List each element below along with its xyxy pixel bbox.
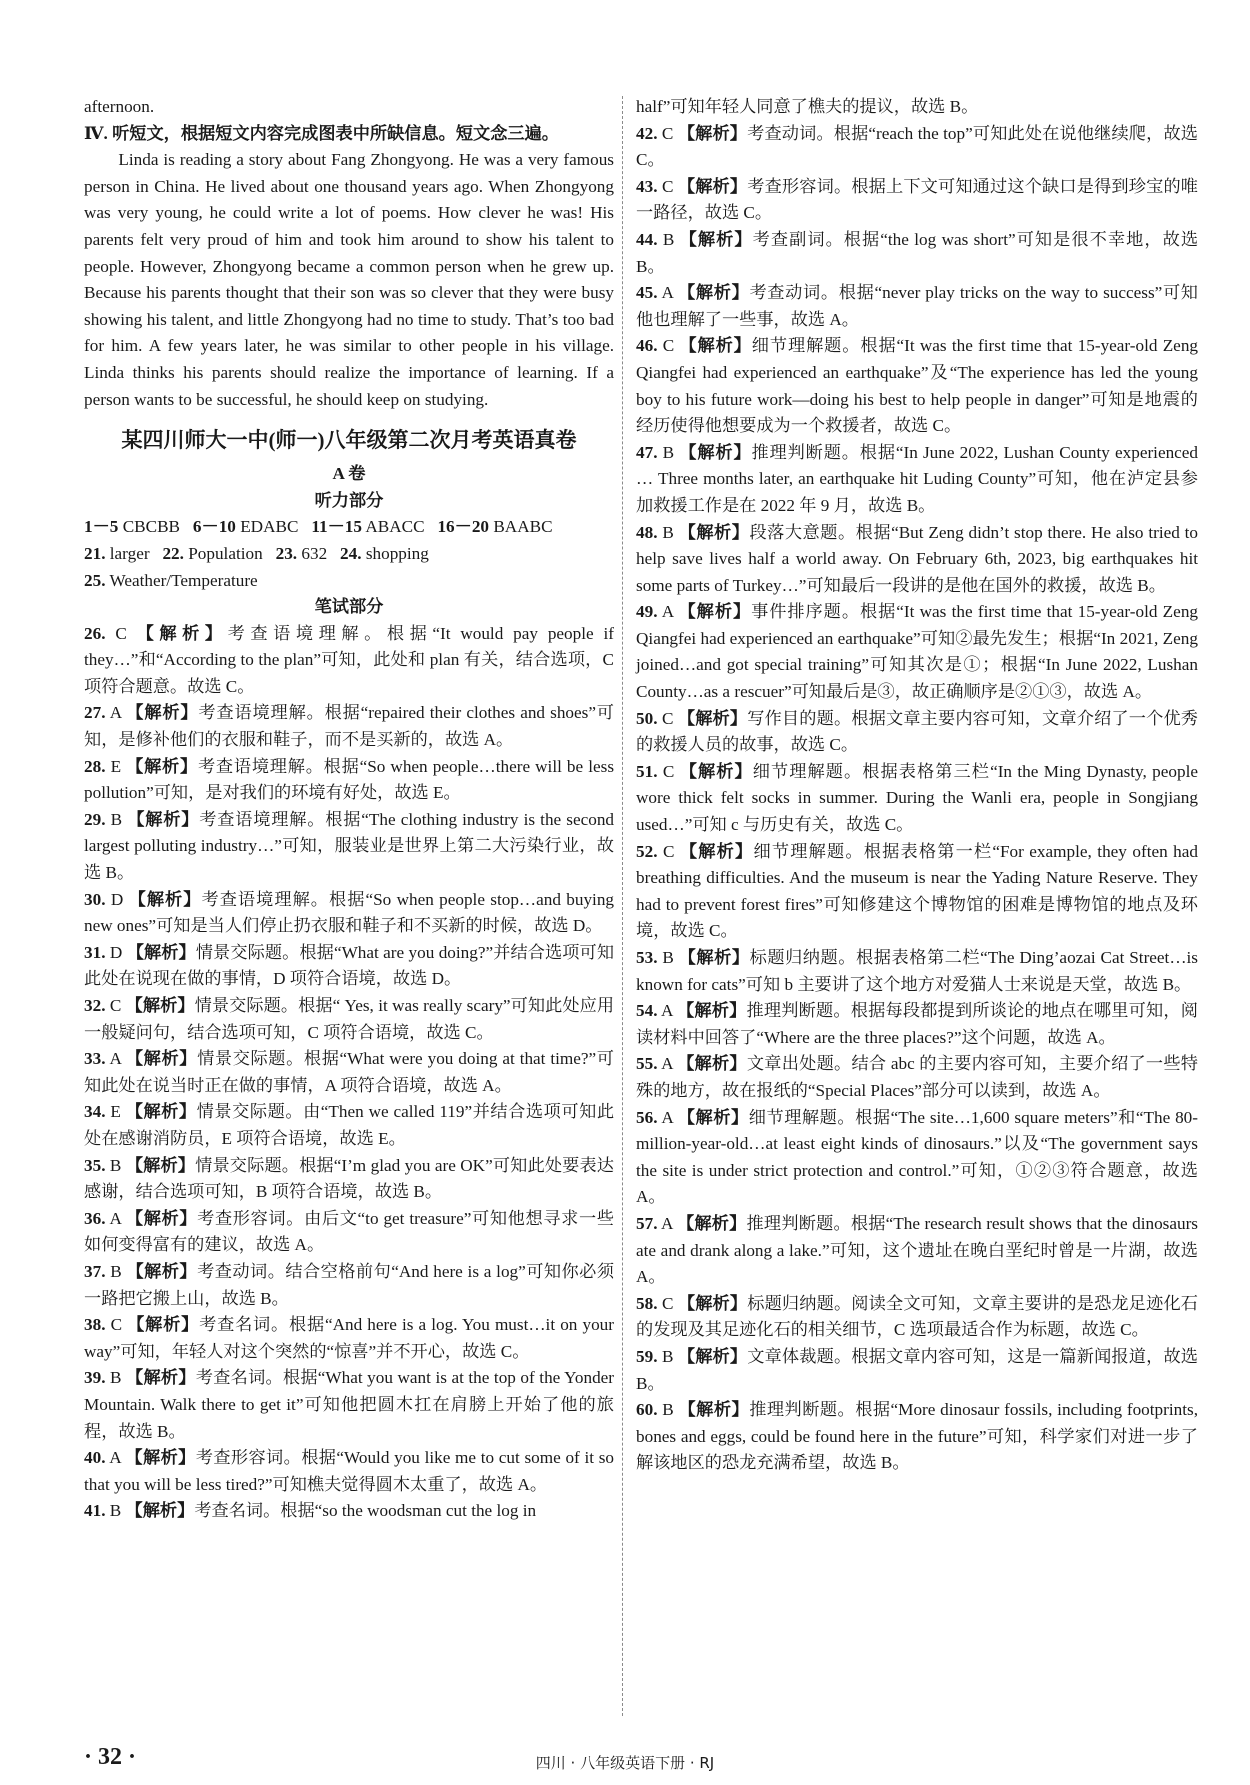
exam-title: 某四川师大一中(师一)八年级第二次月考英语真卷 — [121, 428, 577, 453]
answer-group: 1－5 CBCBB — [84, 517, 181, 537]
answer-item: 26. C 【解析】考查语境理解。根据“It would pay people if they…”和“According to the plan”可知，此处和 plan 有关，结合选项，C 项符合题意。故选 C。 — [84, 623, 614, 696]
answer-item: 57. A 【解析】推理判断题。根据“The research result shows that the dinosaurs ate and drank along a lake.”可知，这个遗址在晚白垩纪时曾是一片湖，故选 A。 — [636, 1213, 1198, 1287]
answer-item: 54. A 【解析】推理判断题。根据每段都提到所谈论的地点在哪里可知，阅读材料中回答了“Where are the three places?”这个问题，故选 A。 — [636, 1001, 1198, 1047]
left-column — [84, 94, 614, 1525]
answer-item: 43. C 【解析】考查形容词。根据上下文可知通过这个缺口是得到珍宝的唯一路径，故选 C。 — [636, 176, 1198, 223]
answer-group: 16－20 BAABC — [437, 517, 553, 537]
answer-item: 46. C 【解析】细节理解题。根据“It was the first time that 15-year-old Zeng Qiangfei had experienced an earthquake”及“The experience has led the young boy to his future work—doing his best to help people in danger”可知是地震的经历使得他想要成为一个救援者，故选 C。 — [636, 336, 1199, 436]
listening-passage: Linda is reading a story about Fang Zhongyong. He was a very famous person in China. He lived about one thousand years ago. When Zhongyong was very young, he could write a lot of poems. How clever he was! His parents felt very proud of him and took him around to show his talent to people. However, Zhongyong became a common person when he grew up. Because his parents thought that their son was so clever that they were busy showing his talent, and little Zhongyong had no time to study. That’s too bad for him. A few years later, he was similar to other people in his village. Linda thinks his parents should realize the importance of learning. If a person wants to be successful, he should keep on studying. — [84, 150, 614, 409]
left-answer-list — [84, 621, 614, 1525]
answer-item: 34. E 【解析】情景交际题。由“Then we called 119”并结合选项可知此处在感谢消防员，E 项符合语境，故选 E。 — [84, 1102, 615, 1148]
footer-text: 四川 · 八年级英语下册 · RJ — [535, 1754, 715, 1772]
answer-item: 49. A 【解析】事件排序题。根据“It was the first time that 15-year-old Zeng Qiangfei had experienced an earthquake”可知②最先发生；根据“In 2021, Zeng joined…and got special training”可知其次是①；根据“In June 2022, Lushan County…as a rescuer”可知最后是③，故正确顺序是②①③，故选 A。 — [636, 602, 1199, 702]
answer-item: 56. A 【解析】细节理解题。根据“The site…1,600 square meters”和“The 80-million-year-old…at least eight kinds of dinosaurs.”以及“The government says the site is under strict protection and control.”可知，①②③符合题意，故选 A。 — [636, 1107, 1198, 1207]
answer-item: 38. C 【解析】考查名词。根据“And here is a log. You must…it on your way”可知，年轻人对这个突然的“惊喜”并不开心，故选 C。 — [84, 1315, 614, 1361]
answer-item: 28. E 【解析】考查语境理解。根据“So when people…there will be less pollution”可知，是对我们的环境有好处，故选 E。 — [84, 756, 615, 803]
answer-item: 44. B 【解析】考查副词。根据“the log was short”可知是很不幸地，故选 B。 — [636, 229, 1199, 276]
answer-item: 39. B 【解析】考查名词。根据“What you want is at the top of the Yonder Mountain. Walk there to get it”可知他把圆木扛在肩膀上开始了他的旅程，故选 B。 — [84, 1368, 615, 1441]
written-part-heading: 笔试部分 — [314, 597, 384, 617]
page-number: · 32 · — [84, 1744, 137, 1770]
answer-item: 36. A 【解析】考查形容词。由后文“to get treasure”可知他想寻求一些如何变得富有的建议，故选 A。 — [84, 1208, 614, 1255]
answer-item: 60. B 【解析】推理判断题。根据“More dinosaur fossils, including footprints, bones and eggs, could be found here in the future”可知，科学家们对进一步了解该地区的恐龙充满希望，故选 B。 — [636, 1400, 1198, 1473]
page-footer — [0, 1752, 1250, 1773]
answer-group: 11－15 ABACC — [311, 517, 425, 537]
fill-answer-row: 25. Weather/Temperature — [84, 570, 258, 590]
answer-item: 33. A 【解析】情景交际题。根据“What were you doing at that time?”可知此处在说当时正在做的事情，A 项符合语境，故选 A。 — [84, 1049, 614, 1095]
answer-item: 40. A 【解析】考查形容词。根据“Would you like me to cut some of it so that you will be less tired?”可知樵夫觉得圆木太重了，故选 A。 — [84, 1448, 614, 1494]
answer-item: 41. B 【解析】考查名词。根据“so the woodsman cut the log in — [84, 1501, 537, 1521]
answer-item: 27. A 【解析】考查语境理解。根据“repaired their clothes and shoes”可知，是修补他们的衣服和鞋子，而不是买新的，故选 A。 — [84, 703, 614, 750]
listening-answer-row — [84, 514, 614, 541]
answer-item: 45. A 【解析】考查动词。根据“never play tricks on the way to success”可知他也理解了一些事，故选 A。 — [636, 283, 1198, 329]
continued-text: afternoon. — [84, 97, 155, 116]
answer-item: 31. D 【解析】情景交际题。根据“What are you doing?”并结合选项可知此处在说现在做的事情，D 项符合语境，故选 D。 — [84, 942, 615, 989]
answer-item: 32. C 【解析】情景交际题。根据“ Yes, it was really scary”可知此处应用一般疑问句，结合选项可知，C 项符合语境，故选 C。 — [84, 996, 615, 1042]
answer-item: 51. C 【解析】细节理解题。根据表格第三栏“In the Ming Dynasty, people wore thick felt socks in summer. During the Wanli era, people in Songjiang used…”可知 c 与历史有关，故选 C。 — [636, 761, 1198, 835]
answer-item: 29. B 【解析】考查语境理解。根据“The clothing industry is the second largest polluting industry…”可知，服装业是世界上第二大污染行业，故选 B。 — [84, 809, 615, 883]
answer-item: 59. B 【解析】文章体裁题。根据文章内容可知，这是一篇新闻报道，故选 B。 — [636, 1346, 1198, 1393]
answer-item: 50. C 【解析】写作目的题。根据文章主要内容可知，文章介绍了一个优秀的救援人员的故事，故选 C。 — [636, 708, 1198, 755]
answer-item: 52. C 【解析】细节理解题。根据表格第一栏“For example, they often had breathing difficulties. And the museum is near the Yading Nature Reserve. They had to prevent forest fires”可知修建这个博物馆的困难是博物馆的地点及环境，故选 C。 — [636, 841, 1198, 941]
answer-item: 42. C 【解析】考查动词。根据“reach the top”可知此处在说他继续爬，故选 C。 — [636, 123, 1198, 170]
answer-item: 30. D 【解析】考查语境理解。根据“So when people stop…and buying new ones”可知是当人们停止扔衣服和鞋子和不买新的时候，故选 D。 — [84, 889, 615, 936]
answer-item: 35. B 【解析】情景交际题。根据“I’m glad you are OK”可知此处要表达感谢，结合选项可知，B 项符合语境，故选 B。 — [84, 1155, 614, 1202]
answer-item: 55. A 【解析】文章出处题。结合 abc 的主要内容可知，主要介绍了一些特殊的地方，故在报纸的“Special Places”部分可以读到，故选 A。 — [636, 1054, 1198, 1100]
answer-item: 53. B 【解析】标题归纳题。根据表格第二栏“The Ding’aozai Cat Street…is known for cats”可知 b 主要讲了这个地方对爱猫人士来说是天堂，故选 B。 — [636, 948, 1198, 994]
answer-item: 37. B 【解析】考查动词。结合空格前句“And here is a log”可知你必须一路把它搬上山，故选 B。 — [84, 1261, 615, 1308]
right-column — [636, 94, 1198, 1477]
answer-item: 58. C 【解析】标题归纳题。阅读全文可知，文章主要讲的是恐龙足迹化石的发现及其足迹化石的相关细节，C 选项最适合作为标题，故选 C。 — [636, 1293, 1198, 1340]
right-answer-list — [636, 121, 1198, 1477]
column-divider — [622, 96, 623, 1716]
fill-answer-row: 21. larger 22. Population 23. 632 24. shopping — [84, 543, 429, 563]
answer-group: 6－10 EDABC — [192, 517, 299, 537]
listening-part-heading: 听力部分 — [314, 490, 384, 510]
volume-a-heading: A 卷 — [332, 464, 366, 484]
answer-item: 47. B 【解析】推理判断题。根据“In June 2022, Lushan County experienced … Three months later, an earthquake hit Luding County”可知，他在泸定县参加救援工作是在 2022 年 9 月，故选 B。 — [636, 442, 1199, 515]
answer-item: 48. B 【解析】段落大意题。根据“But Zeng didn’t stop there. He also tried to help save lives half a world away. On February 6th, 2023, big earthquakes hit some parts of Turkey…”可知最后一段讲的是他在国外的救援，故选 B。 — [636, 522, 1199, 595]
continued-text: half”可知年轻人同意了樵夫的提议，故选 B。 — [636, 97, 979, 116]
section-iv-heading: Ⅳ. 听短文，根据短文内容完成图表中所缺信息。短文念三遍。 — [84, 123, 559, 143]
